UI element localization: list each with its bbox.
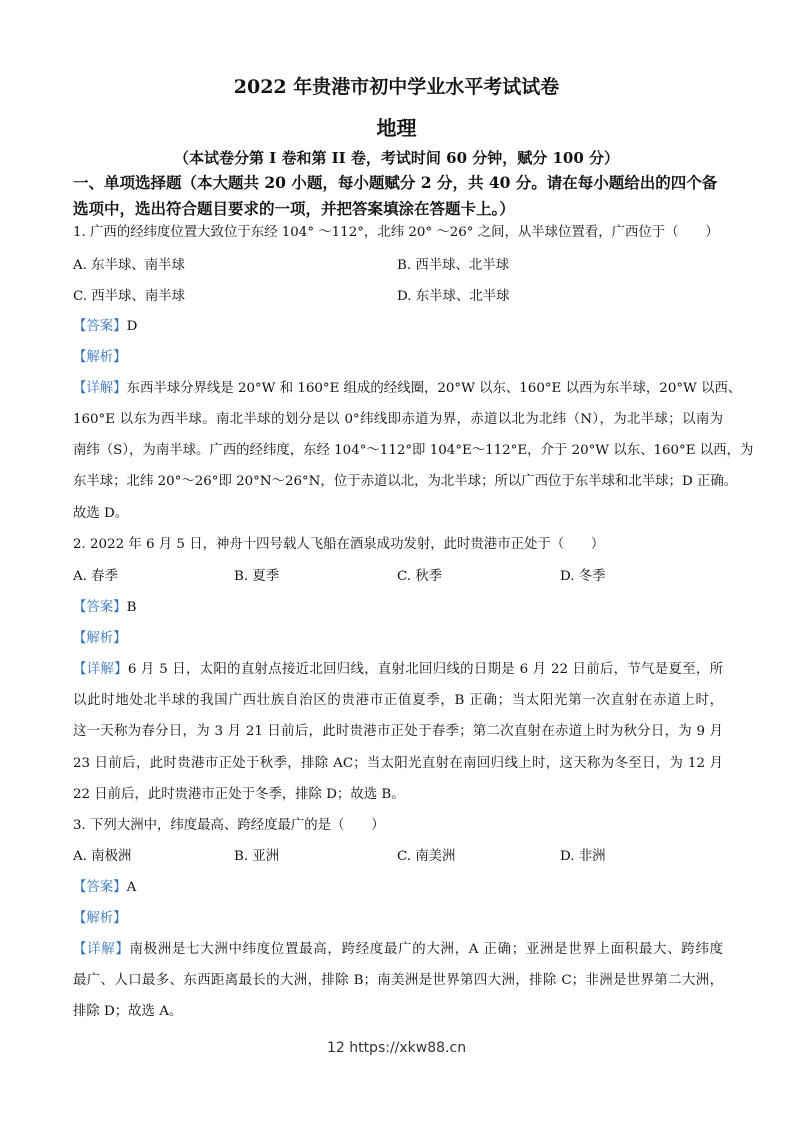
- answer-value: B: [126, 600, 137, 615]
- q2-detail-line: 23 日前后，此时贵港市正处于秋季，排除 AC；当太阳光直射在南回归线上时，这天称为冬至日，为 12 月: [73, 756, 723, 771]
- analysis-tag: 【解析】: [73, 631, 127, 646]
- q1-option-a: A. 东半球、南半球: [73, 258, 185, 273]
- q1-detail-line: 160°E 以东为西半球。南北半球的划分是以 0°纬线即赤道为界，赤道以北为北纬（N），为北半球；以南为: [73, 412, 723, 427]
- q2-analysis: [73, 628, 127, 650]
- q1-option-d: D. 东半球、北半球: [397, 289, 510, 304]
- q3-analysis: [73, 908, 127, 930]
- exam-title: 2022 年贵港市初中学业水平考试试卷: [233, 76, 560, 98]
- q3-stem: 3. 下列大洲中，纬度最高、跨经度最广的是（ ）: [73, 818, 385, 833]
- detail-tag: 【详解】: [73, 942, 130, 957]
- q2-option-c: C. 秋季: [397, 569, 443, 584]
- q2-stem: 2. 2022 年 6 月 5 日，神舟十四号载人飞船在酒泉成功发射，此时贵港市正处于（ ）: [73, 537, 605, 552]
- exam-subject: 地理: [376, 116, 417, 140]
- detail-tag: 【详解】: [73, 662, 128, 677]
- q3-detail-line: 排除 D；故选 A。: [73, 1004, 183, 1019]
- q1-detail-line: 故选 D。: [73, 506, 129, 521]
- answer-tag: 【答案】: [73, 319, 127, 334]
- q3-option-b: B. 亚洲: [234, 849, 280, 864]
- q3-answer: [73, 877, 136, 899]
- answer-value: D: [126, 319, 138, 334]
- q3-option-c: C. 南美洲: [397, 849, 456, 864]
- answer-tag: 【答案】: [73, 600, 127, 615]
- q3-option-d: D. 非洲: [560, 849, 606, 864]
- q2-detail-line: 22 日前后，此时贵港市正处于冬季，排除 D；故选 B。: [73, 787, 405, 802]
- q3-detail-line: 最广、人口最多、东西距离最长的大洲，排除 B；南美洲是世界第四大洲，排除 C；非洲是世界第二大洲，: [73, 973, 723, 988]
- analysis-tag: 【解析】: [73, 911, 127, 926]
- detail-text: 南极洲是七大洲中纬度位置最高，跨经度最广的大洲，A 正确；亚洲是世界上面积最大、跨纬度: [129, 942, 723, 957]
- q1-option-c: C. 西半球、南半球: [73, 289, 186, 304]
- page-footer: 12 https://xkw88.cn: [326, 1040, 467, 1056]
- q1-detail-line: [73, 378, 742, 400]
- answer-tag: 【答案】: [73, 880, 127, 895]
- section-heading: 一、单项选择题（本大题共 20 小题，每小题赋分 2 分，共 40 分。请在每小题给出的四个备选项中，选出符合题目要求的一项，并把答案填涂在答题卡上。）: [73, 173, 718, 218]
- q2-detail-line: [73, 659, 723, 681]
- q1-answer: [73, 316, 137, 338]
- q2-detail-line: 这一天称为春分日，为 3 月 21 日前后，此时贵港市正处于春季；第二次直射在赤道上时为秋分日，为 9 月: [73, 724, 723, 739]
- q1-detail-line: 东半球；北纬 20°～26°即 20°N～26°N，位于赤道以北，为北半球；所以广西位于东半球和北半球；D 正确。: [73, 474, 738, 489]
- q1-detail-line: 南纬（S），为南半球。广西的经纬度，东经 104°～112°即 104°E～112°E，介于 20°W 以东、160°E 以西，为: [73, 443, 754, 458]
- q1-option-b: B. 西半球、北半球: [397, 258, 510, 273]
- q2-detail-line: 以此时地处北半球的我国广西壮族自治区的贵港市正值夏季，B 正确；当太阳光第一次直射在赤道上时，: [73, 693, 723, 708]
- detail-tag: 【详解】: [73, 381, 127, 396]
- exam-note: （本试卷分第 I 卷和第 II 卷，考试时间 60 分钟，赋分 100 分）: [173, 149, 619, 167]
- answer-value: A: [126, 880, 137, 895]
- q1-analysis: [73, 347, 127, 369]
- q2-option-a: A. 春季: [73, 569, 118, 584]
- q3-option-a: A. 南极洲: [73, 849, 132, 864]
- detail-text: 6 月 5 日，太阳的直射点接近北回归线，直射北回归线的日期是 6 月 22 日前后，节气是夏至，所: [127, 662, 724, 677]
- q3-detail-line: [73, 939, 723, 961]
- detail-text: 东西半球分界线是 20°W 和 160°E 组成的经线圈，20°W 以东、160°E 以西为东半球，20°W 以西、: [126, 381, 742, 396]
- analysis-tag: 【解析】: [73, 350, 127, 365]
- q1-stem: 1. 广西的经纬度位置大致位于东经 104° ～112°，北纬 20° ～26° 之间，从半球位置看，广西位于（ ）: [73, 225, 719, 240]
- q2-option-d: D. 冬季: [560, 569, 606, 584]
- q2-answer: [73, 597, 136, 619]
- q2-option-b: B. 夏季: [234, 569, 280, 584]
